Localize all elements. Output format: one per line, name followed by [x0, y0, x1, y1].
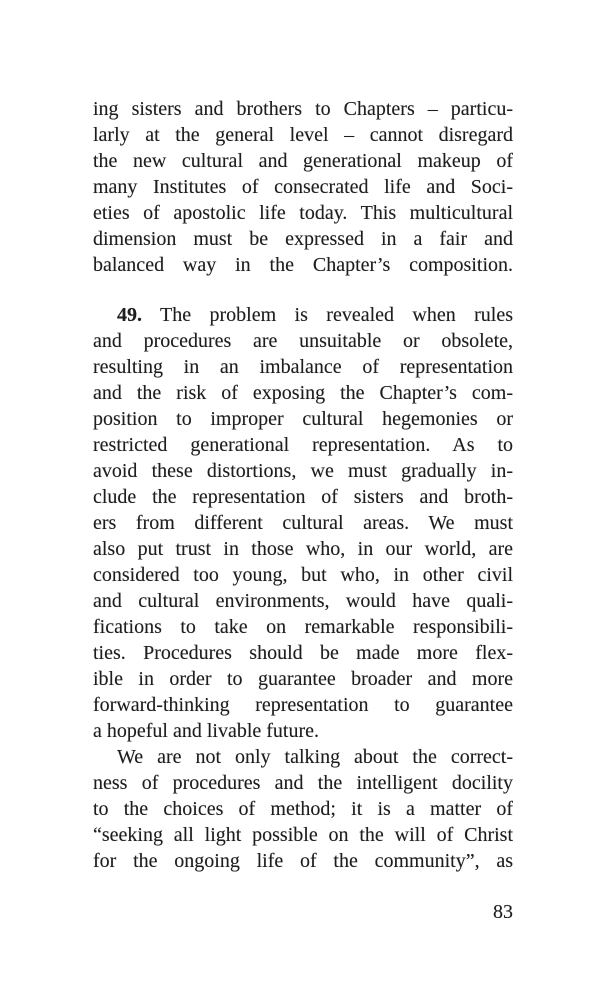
- text-line: and the risk of exposing the Chapter’s com-: [93, 382, 513, 404]
- text-line: and procedures are unsuitable or obsolete,: [93, 330, 513, 352]
- text-line: forward-thinking representation to guarantee: [93, 694, 513, 716]
- text-line: larly at the general level – cannot disregard: [93, 124, 513, 146]
- text-line: ties. Procedures should be made more flex-: [93, 642, 513, 664]
- text-line: “seeking all light possible on the will of Christ: [93, 824, 513, 846]
- text-line: ible in order to guarantee broader and more: [93, 668, 513, 690]
- text-line: ing sisters and brothers to Chapters – particu-: [93, 98, 513, 120]
- text-line: clude the representation of sisters and broth-: [93, 486, 513, 508]
- paragraph-number: 49.: [117, 304, 142, 326]
- text-line: restricted generational representation. As to: [93, 434, 513, 456]
- text-line: fications to take on remarkable responsibili-: [93, 616, 513, 638]
- text-line: dimension must be expressed in a fair and: [93, 228, 513, 250]
- page-number: 83: [493, 901, 513, 923]
- text-line: for the ongoing life of the community”, as: [93, 850, 513, 872]
- text-line: a hopeful and livable future.: [93, 720, 320, 742]
- paragraph-closing: [93, 744, 513, 874]
- text-block: [93, 96, 513, 874]
- text-line: many Institutes of consecrated life and Soci-: [93, 176, 513, 198]
- text-line: resulting in an imbalance of representation: [93, 356, 513, 378]
- text-line: ness of procedures and the intelligent docility: [93, 772, 513, 794]
- text-line: also put trust in those who, in our world, are: [93, 538, 513, 560]
- text-line: to the choices of method; it is a matter of: [93, 798, 513, 820]
- text-line: 49. The problem is revealed when rules: [117, 304, 513, 326]
- text-line: ers from different cultural areas. We must: [93, 512, 513, 534]
- text-line: avoid these distortions, we must gradually in-: [93, 460, 513, 482]
- text-line: balanced way in the Chapter’s composition.: [93, 254, 513, 276]
- text-line: eties of apostolic life today. This multicultural: [93, 202, 513, 224]
- text-line: and cultural environments, would have quali-: [93, 590, 513, 612]
- paragraph-49: [93, 302, 513, 744]
- text-line: considered too young, but who, in other civil: [93, 564, 513, 586]
- paragraph-opening: [93, 96, 513, 278]
- text-line: position to improper cultural hegemonies or: [93, 408, 513, 430]
- text-line: We are not only talking about the correct-: [117, 746, 513, 768]
- text-line: the new cultural and generational makeup of: [93, 150, 513, 172]
